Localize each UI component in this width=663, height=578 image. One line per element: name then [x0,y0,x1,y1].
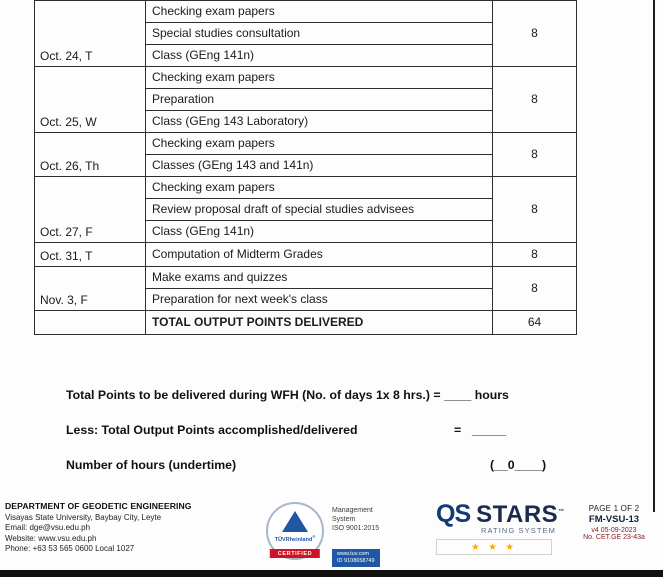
qs-rating-system-label: RATING SYSTEM [481,526,556,535]
undertime-line [66,458,626,472]
date-cell: Oct. 25, W [35,67,146,133]
wfh-activity-table [34,0,577,335]
tuv-website: www.tuv.com [337,551,369,557]
activity-cell: Class (GEng 141n) [146,45,493,67]
activity-cell: Checking exam papers [146,133,493,155]
activity-cell: Class (GEng 143 Laboratory) [146,111,493,133]
tuv-certification-mark [266,502,396,572]
qs-logo-row [436,500,565,529]
table-row [35,267,577,289]
department-name: DEPARTMENT OF GEODETIC ENGINEERING [5,501,192,511]
tuv-iso-standard: ISO 9001:2015 [332,525,380,532]
tuv-management-line2: System [332,516,356,523]
activity-cell: Make exams and quizzes [146,267,493,289]
less-label: Less: Total Output Points accomplished/delivered [66,423,358,437]
less-line [66,423,626,437]
page-indicator: PAGE 1 OF 2 [588,504,640,513]
department-website: Website: www.vsu.edu.ph [5,533,97,543]
table-row [35,1,577,23]
qs-stars-logo [436,500,565,555]
activity-cell: Checking exam papers [146,1,493,23]
activity-cell: Preparation for next week's class [146,289,493,311]
total-points-cell: 64 [493,311,577,335]
less-blank-field: _____ [472,423,507,437]
wfh-table-body [35,1,577,335]
department-address: Visayas State University, Baybay City, Leyte [5,513,162,522]
date-cell: Oct. 27, F [35,177,146,243]
undertime-value: (__0____) [490,458,547,472]
qs-logo-text: QS [436,500,471,528]
page-scan-edge-right [653,0,655,512]
page-scan-edge-bottom [0,570,663,577]
tuv-brand-name: TÜVRheinland [274,536,313,543]
form-code: FM-VSU-13 [588,514,640,525]
trademark-icon: ™ [558,509,565,515]
date-cell: Nov. 3, F [35,267,146,311]
activity-cell: Classes (GEng 143 and 141n) [146,155,493,177]
tuv-brand-text [275,534,316,543]
tuv-triangle-icon [282,511,308,532]
activity-cell: Computation of Midterm Grades [146,243,493,267]
date-cell: Oct. 26, Th [35,133,146,177]
points-cell: 8 [493,177,577,243]
qs-stars-wordmark [476,501,565,529]
table-row [35,133,577,155]
points-cell: 8 [493,133,577,177]
table-row [35,177,577,199]
points-cell: 8 [493,267,577,311]
tuv-web-box [332,549,380,567]
tuv-iso-text [332,506,379,533]
document-control-info [570,504,658,541]
department-email: Email: dge@vsu.edu.ph [5,523,91,533]
activity-cell: Checking exam papers [146,177,493,199]
date-cell: Oct. 31, T [35,243,146,267]
form-version: v4 05-09-2023 [591,527,637,534]
less-equals-sign: = [454,423,462,437]
table-total-row [35,311,577,335]
qs-star-rating-icons: ★ ★ ★ [436,539,552,555]
tuv-logo [266,502,324,560]
tuv-management-line1: Management [332,507,373,514]
tuv-certificate-id: ID 9108658749 [337,558,375,564]
activity-cell: Special studies consultation [146,23,493,45]
points-cell: 8 [493,243,577,267]
activity-cell: Review proposal draft of special studies advisees [146,199,493,221]
activity-cell: Checking exam papers [146,67,493,89]
undertime-label: Number of hours (undertime) [66,458,237,472]
date-cell-empty [35,311,146,335]
tuv-certified-ribbon: CERTIFIED [270,549,320,558]
activity-cell: Preparation [146,89,493,111]
date-cell: Oct. 24, T [35,1,146,67]
department-phone: Phone: +63 53 565 0600 Local 1027 [5,544,135,554]
registered-mark-icon: ® [312,533,316,539]
points-cell: 8 [493,67,577,133]
table-row [35,243,577,267]
form-number: No. CET.GE 23-43a [583,534,645,541]
total-label-cell: TOTAL OUTPUT POINTS DELIVERED [146,311,493,335]
qs-stars-name: STARS [476,501,559,528]
activity-cell: Class (GEng 141n) [146,221,493,243]
total-points-line: Total Points to be delivered during WFH (No. of days 1x 8 hrs.) = ____ hours [66,388,509,402]
department-info [5,501,192,555]
points-cell: 8 [493,1,577,67]
table-row [35,67,577,89]
wfh-summary [66,388,626,483]
